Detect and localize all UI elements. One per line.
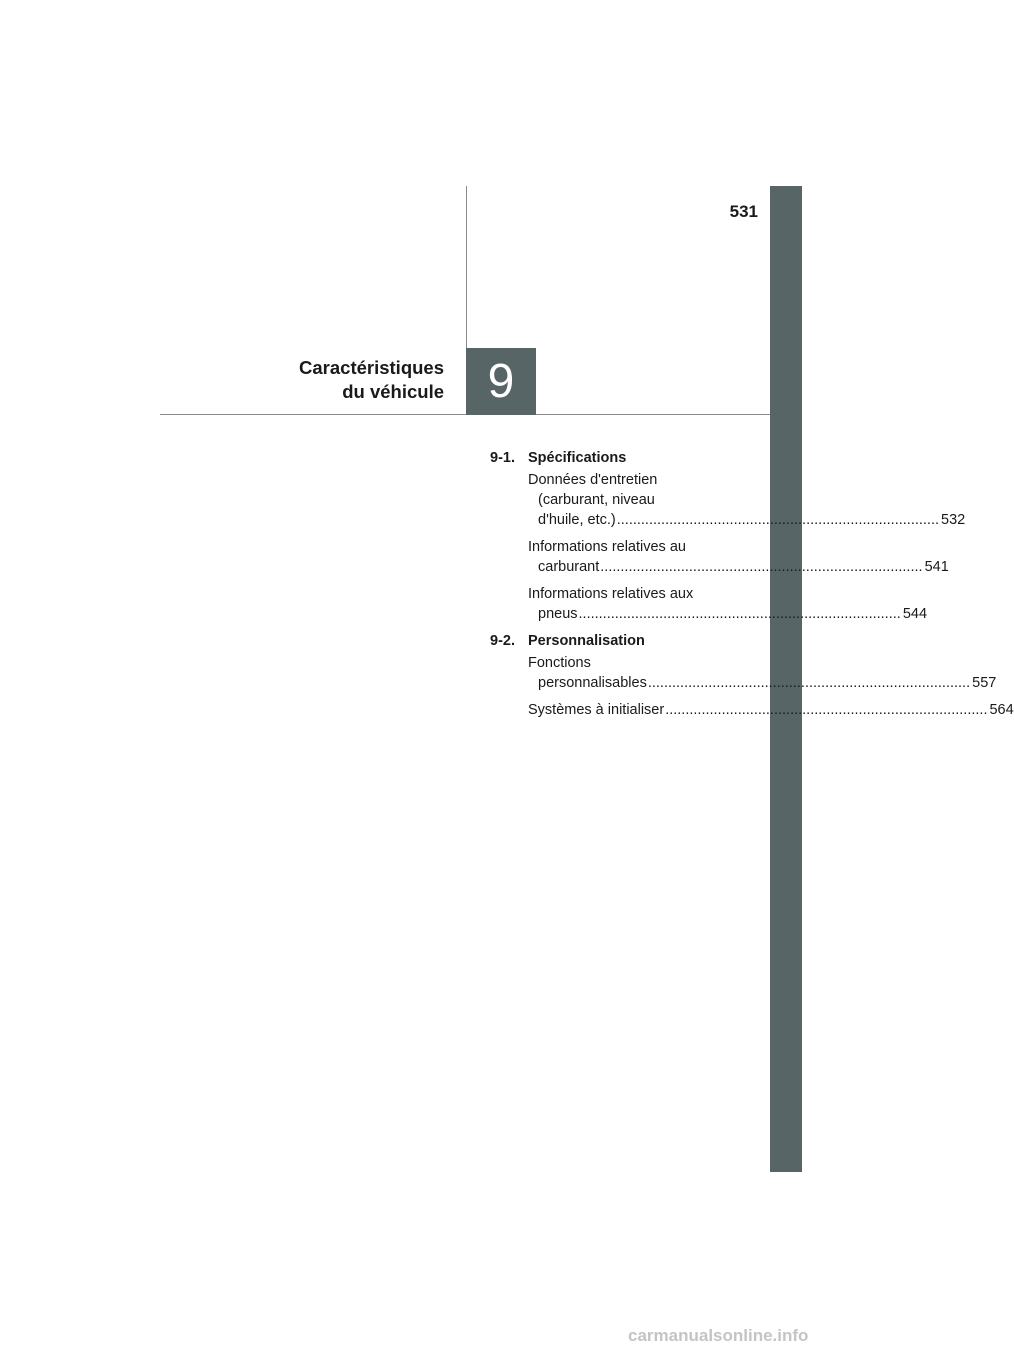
footer-watermark: carmanualsonline.info: [628, 1326, 809, 1345]
toc-page-number: 564: [989, 702, 1014, 718]
toc-entry-line: pneus: [538, 606, 578, 622]
horizontal-divider: [160, 414, 770, 415]
toc-section-heading[interactable]: [490, 631, 740, 651]
leader-dots: ................................................................................: [578, 606, 901, 622]
table-of-contents: [490, 448, 1014, 727]
chapter-title: [299, 356, 444, 404]
toc-entry-line: Informations relatives aux: [528, 586, 694, 602]
toc-entry-line: Systèmes à initialiser: [528, 702, 665, 718]
leader-dots: ................................................................................: [665, 702, 988, 718]
chapter-title-line-2: du véhicule: [342, 381, 444, 402]
toc-entry-line: d'huile, etc.): [538, 512, 616, 528]
toc-section-title: Personnalisation: [528, 633, 645, 649]
toc-entry-line: carburant: [538, 559, 600, 575]
toc-entry[interactable]: [528, 700, 1014, 720]
chapter-title-line-1: Caractéristiques: [299, 357, 444, 378]
toc-entry[interactable]: [528, 653, 997, 693]
toc-section-number: 9-2.: [490, 633, 515, 649]
toc-entry-line: Données d'entretien: [528, 472, 658, 488]
leader-dots: ................................................................................: [600, 559, 923, 575]
toc-section-number: 9-1.: [490, 450, 515, 466]
toc-entry-line: Informations relatives au: [528, 539, 686, 555]
toc-section-heading[interactable]: [490, 448, 740, 468]
toc-page-number: 544: [902, 606, 928, 622]
toc-section: [490, 631, 1014, 720]
toc-page-number: 557: [972, 675, 997, 691]
toc-entry[interactable]: [528, 537, 949, 577]
toc-entry-line: personnalisables: [538, 675, 647, 691]
toc-section: [490, 448, 966, 624]
toc-section-title: Spécifications: [528, 450, 627, 466]
toc-page-number: 541: [924, 559, 949, 575]
vertical-divider: [466, 186, 467, 348]
toc-page-number: 532: [941, 512, 966, 528]
leader-dots: ................................................................................: [647, 675, 971, 691]
toc-entry[interactable]: [528, 584, 928, 624]
page-number: 531: [729, 202, 758, 221]
toc-entry-line: (carburant, niveau: [538, 492, 655, 508]
toc-entry[interactable]: [528, 470, 966, 530]
chapter-number-box: 9: [466, 348, 536, 415]
toc-entry-line: Fonctions: [528, 655, 591, 671]
leader-dots: ................................................................................: [616, 512, 940, 528]
